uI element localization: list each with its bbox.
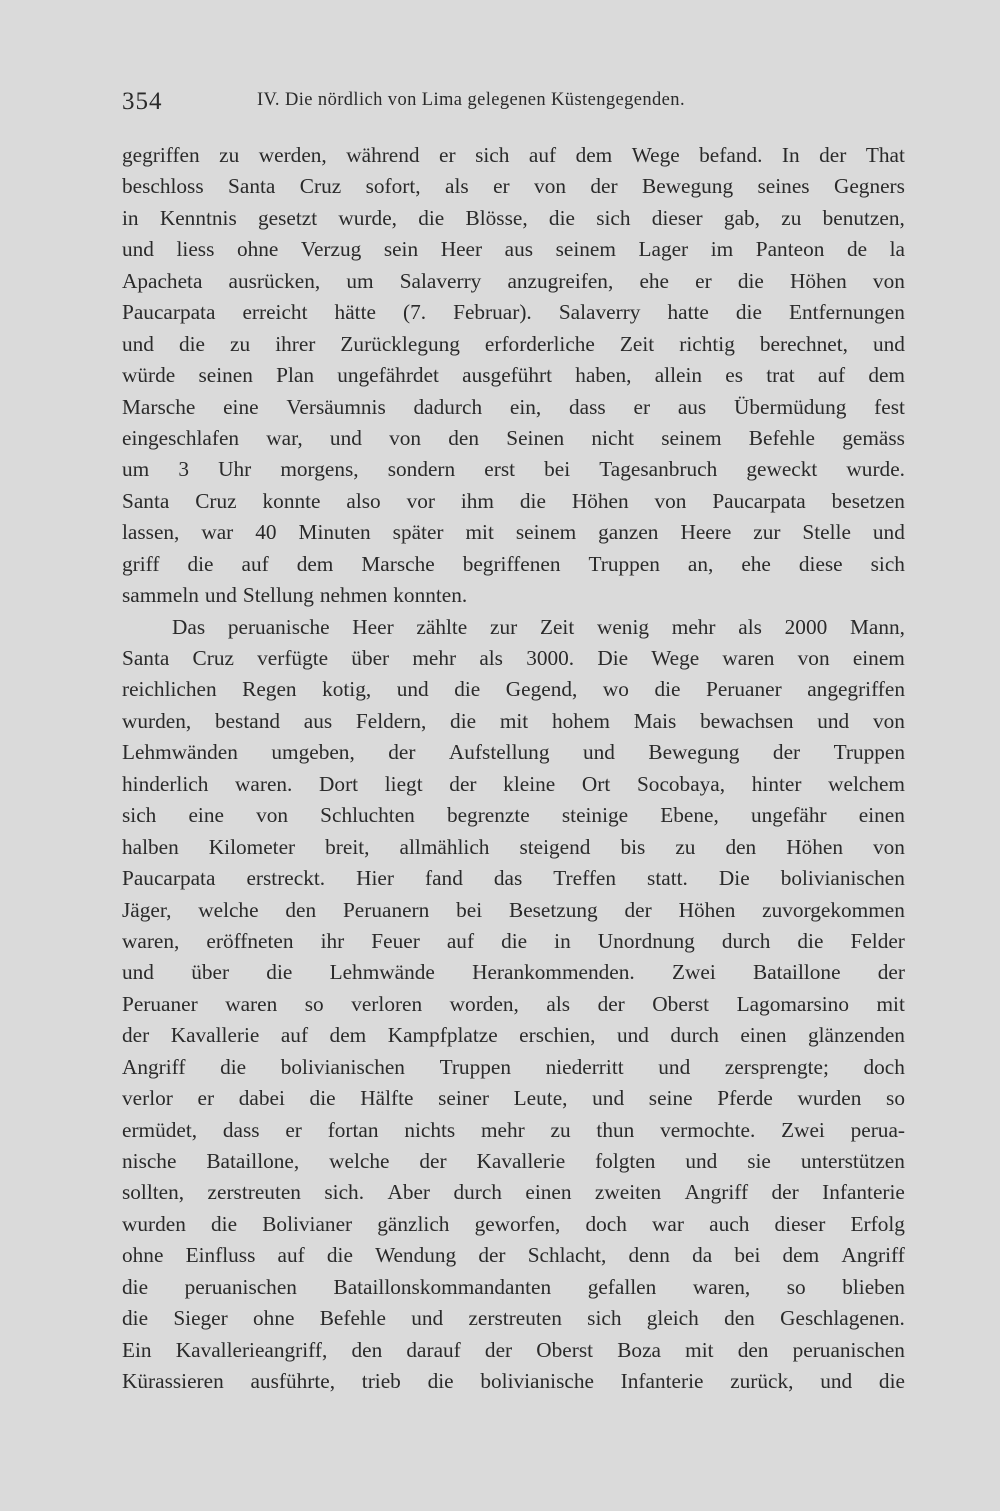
text-line: Angriff die bolivianischen Truppen niederritt und zersprengte; doch bbox=[122, 1054, 905, 1079]
text-line: Jäger, welche den Peruanern bei Besetzung der Höhen zuvorgekommen bbox=[122, 897, 905, 922]
text-line: Ein Kavallerieangriff, den darauf der Oberst Boza mit den peruanischen bbox=[122, 1337, 905, 1362]
text-line: sollten, zerstreuten sich. Aber durch einen zweiten Angriff der Infanterie bbox=[122, 1180, 905, 1205]
text-line: Apacheta ausrücken, um Salaverry anzugreifen, ehe er die Höhen von bbox=[122, 268, 905, 293]
text-line: würde seinen Plan ungefährdet ausgeführt haben, allein es trat auf dem bbox=[122, 363, 905, 388]
text-line: Das peruanische Heer zählte zur Zeit wenig mehr als 2000 Mann, bbox=[172, 614, 905, 639]
body-text bbox=[122, 140, 905, 1398]
text-line: ermüdet, dass er fortan nichts mehr zu thun vermochte. Zwei perua- bbox=[122, 1117, 905, 1142]
text-line: sammeln und Stellung nehmen konnten. bbox=[122, 583, 468, 608]
text-line: Peruaner waren so verloren worden, als der Oberst Lagomarsino mit bbox=[122, 991, 905, 1016]
page-number: 354 bbox=[122, 88, 163, 115]
text-line: der Kavallerie auf dem Kampfplatze erschien, und durch einen glänzenden bbox=[122, 1023, 905, 1048]
text-line: Paucarpata erstreckt. Hier fand das Treffen statt. Die bolivianischen bbox=[122, 866, 905, 891]
text-line: Santa Cruz konnte also vor ihm die Höhen von Paucarpata besetzen bbox=[122, 488, 905, 513]
text-line: lassen, war 40 Minuten später mit seinem ganzen Heere zur Stelle und bbox=[122, 520, 905, 545]
text-line: wurden die Bolivianer gänzlich geworfen, doch war auch dieser Erfolg bbox=[122, 1211, 905, 1236]
text-line: gegriffen zu werden, während er sich auf dem Wege befand. In der That bbox=[122, 143, 905, 167]
text-line: und die zu ihrer Zurücklegung erforderliche Zeit richtig berechnet, und bbox=[122, 331, 905, 356]
text-line: in Kenntnis gesetzt wurde, die Blösse, die sich dieser gab, zu benutzen, bbox=[122, 205, 905, 230]
text-line: griff die auf dem Marsche begriffenen Truppen an, ehe diese sich bbox=[122, 551, 905, 576]
text-line: reichlichen Regen kotig, und die Gegend, wo die Peruaner angegriffen bbox=[122, 677, 905, 702]
text-line: waren, eröffneten ihr Feuer auf die in Unordnung durch die Felder bbox=[122, 928, 905, 953]
page-header bbox=[122, 88, 912, 122]
text-line: beschloss Santa Cruz sofort, als er von der Bewegung seines Gegners bbox=[122, 174, 905, 199]
text-line: Santa Cruz verfügte über mehr als 3000. Die Wege waren von einem bbox=[122, 646, 905, 670]
running-title: IV. Die nördlich von Lima gelegenen Küstengegenden. bbox=[257, 90, 685, 110]
text-line: die peruanischen Bataillonskommandanten gefallen waren, so blieben bbox=[122, 1274, 905, 1299]
text-line: und liess ohne Verzug sein Heer aus seinem Lager im Panteon de la bbox=[122, 237, 905, 262]
text-line: ohne Einfluss auf die Wendung der Schlacht, denn da bei dem Angriff bbox=[122, 1243, 905, 1268]
text-line: Marsche eine Versäumnis dadurch ein, dass er aus Übermüdung fest bbox=[122, 394, 905, 419]
text-line: sich eine von Schluchten begrenzte steinige Ebene, ungefähr einen bbox=[122, 803, 905, 828]
text-line: hinderlich waren. Dort liegt der kleine Ort Socobaya, hinter welchem bbox=[122, 771, 905, 796]
text-line: Lehmwänden umgeben, der Aufstellung und Bewegung der Truppen bbox=[122, 740, 905, 765]
text-line: halben Kilometer breit, allmählich steigend bis zu den Höhen von bbox=[122, 834, 905, 859]
text-line: Paucarpata erreicht hätte (7. Februar). Salaverry hatte die Entfernungen bbox=[122, 300, 905, 325]
text-line: eingeschlafen war, und von den Seinen nicht seinem Befehle gemäss bbox=[122, 425, 905, 450]
text-line: wurden, bestand aus Feldern, die mit hohem Mais bewachsen und von bbox=[122, 708, 905, 733]
text-line: die Sieger ohne Befehle und zerstreuten sich gleich den Geschlagenen. bbox=[122, 1306, 905, 1331]
text-line: Kürassieren ausführte, trieb die bolivianische Infanterie zurück, und die bbox=[122, 1369, 905, 1394]
text-line: um 3 Uhr morgens, sondern erst bei Tagesanbruch geweckt wurde. bbox=[122, 457, 905, 482]
text-line: nische Bataillone, welche der Kavallerie folgten und sie unterstützen bbox=[122, 1149, 905, 1173]
text-line: verlor er dabei die Hälfte seiner Leute, und seine Pferde wurden so bbox=[122, 1086, 905, 1111]
text-line: und über die Lehmwände Herankommenden. Zwei Bataillone der bbox=[122, 960, 905, 985]
